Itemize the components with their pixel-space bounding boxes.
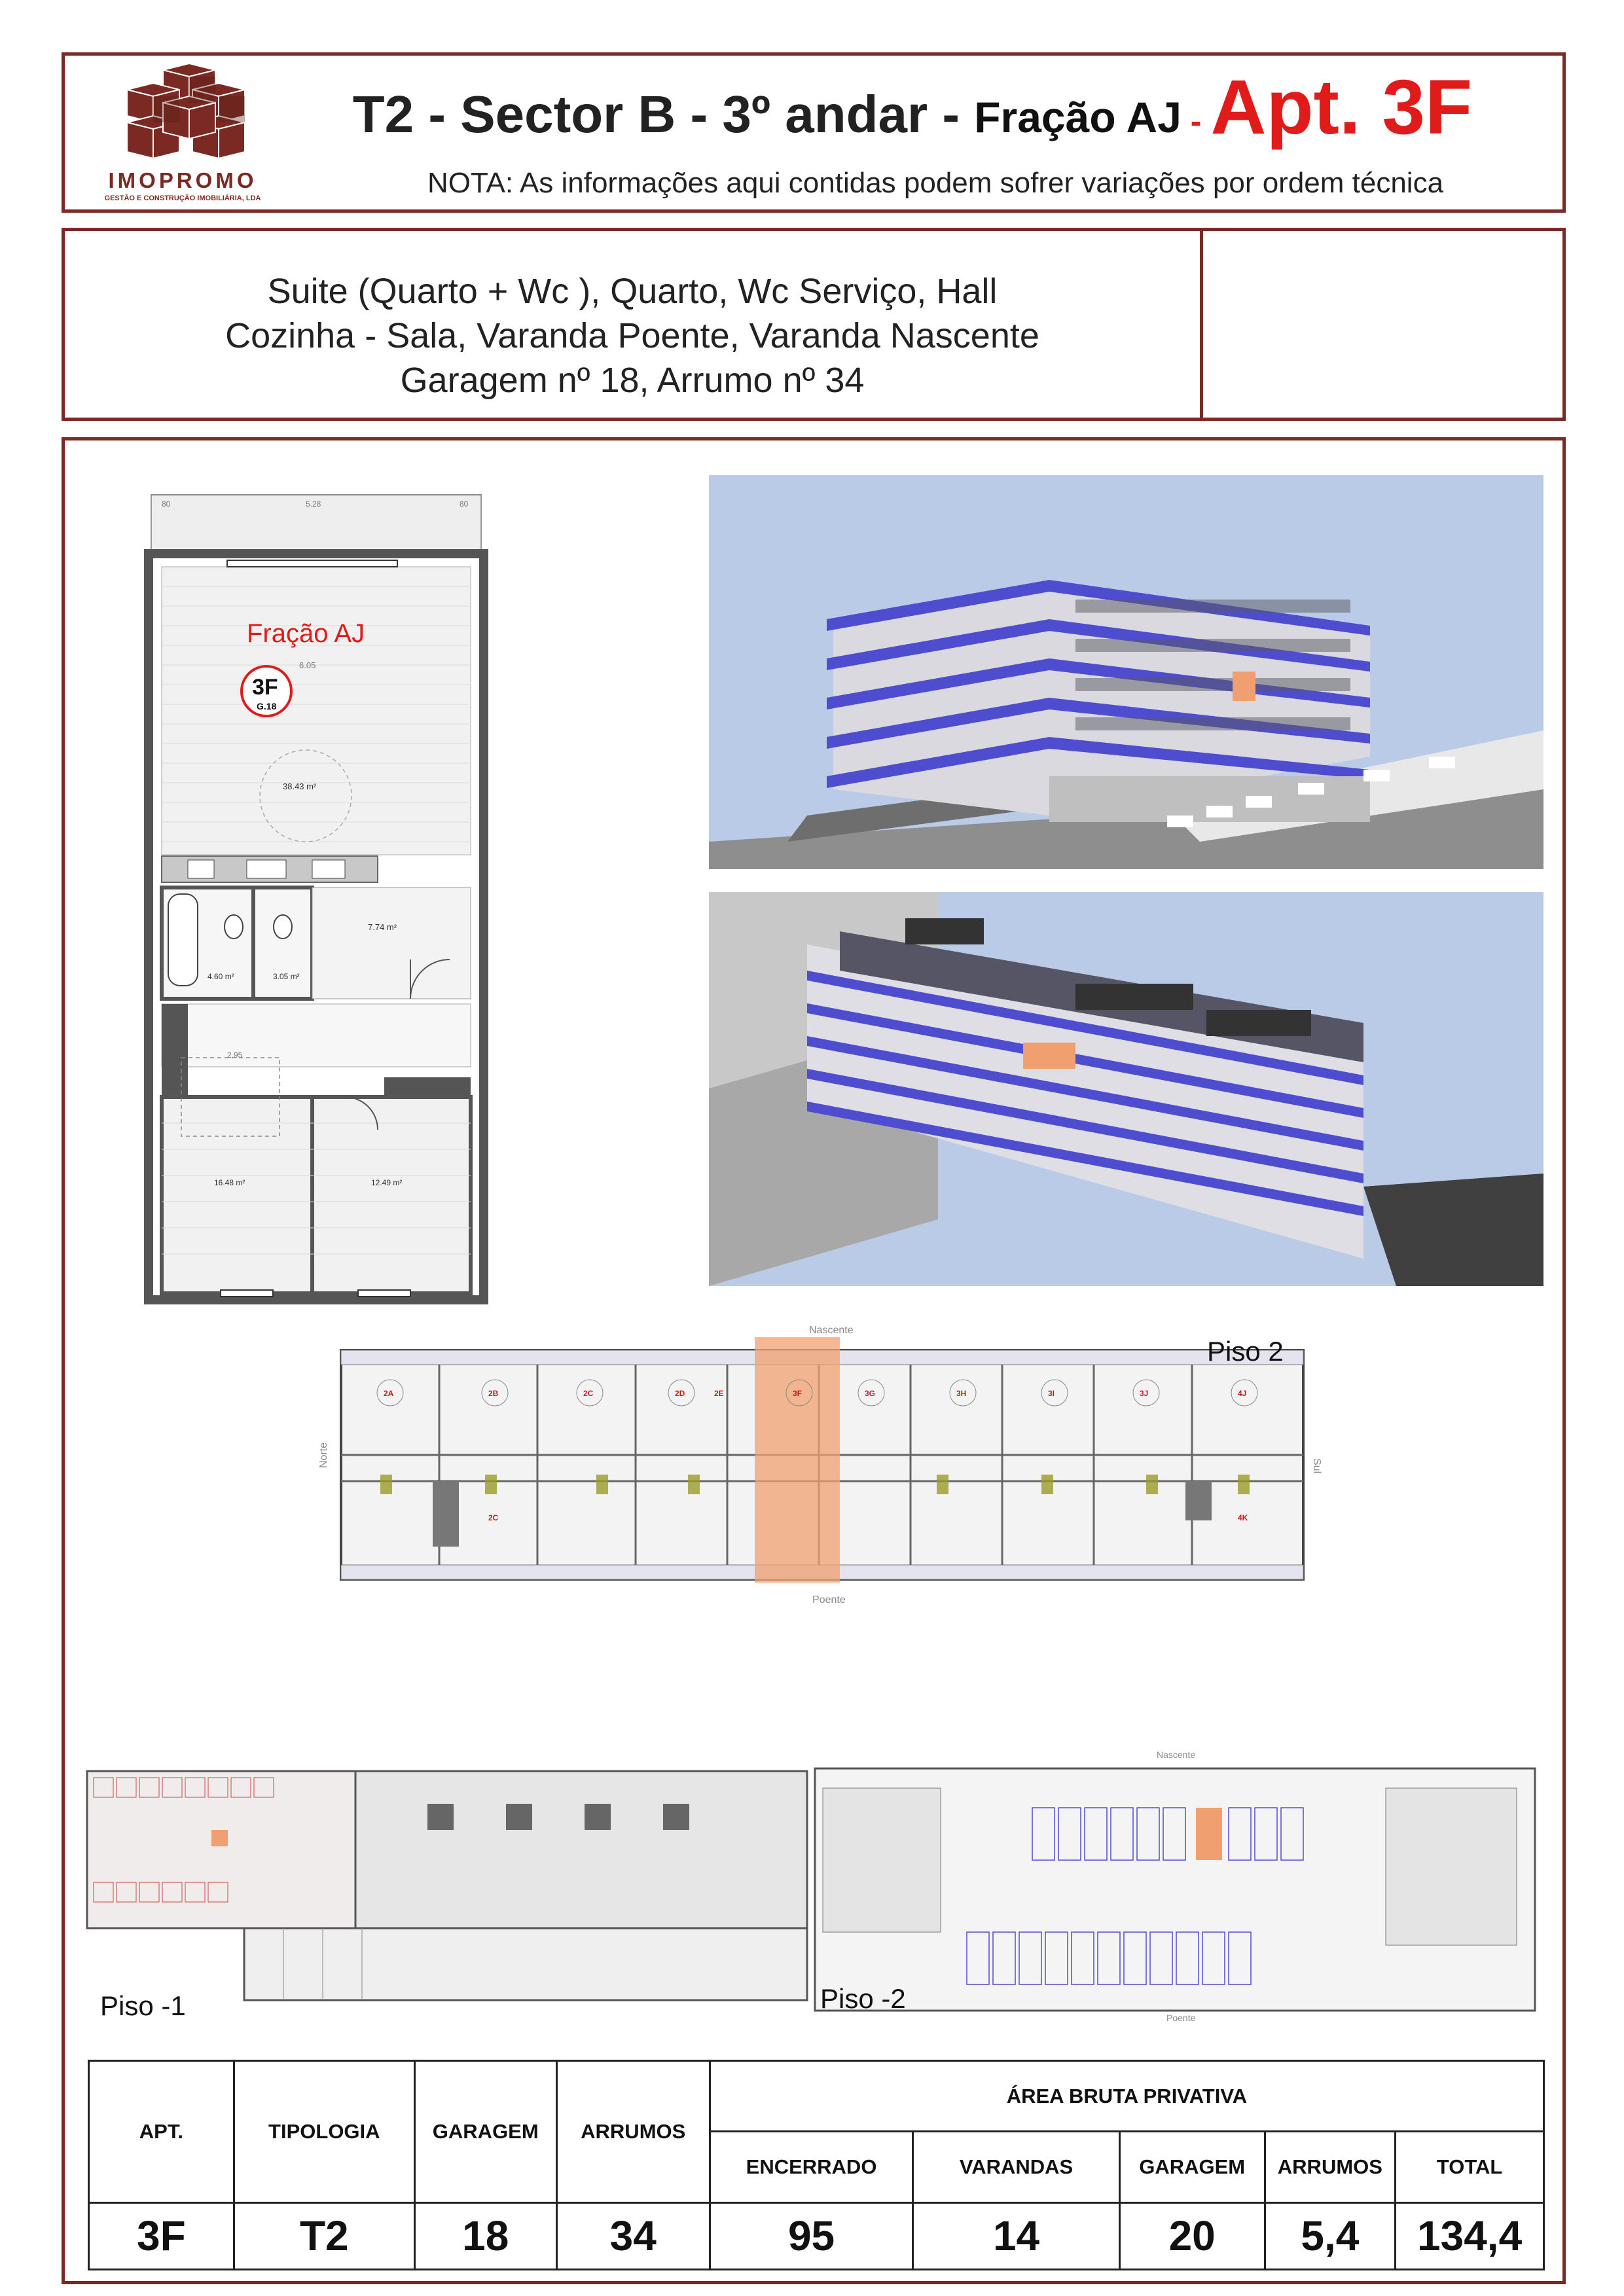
- piso2-unit-5: 3F: [793, 1389, 803, 1398]
- logo-cubes-icon: [101, 63, 264, 168]
- fp-dim-side-right: 80: [460, 499, 469, 509]
- description-line-3: Garagem nº 18, Arrumo nº 34: [400, 361, 865, 400]
- piso2-norte: Norte: [318, 1442, 329, 1468]
- fp-dim-side: 80: [162, 499, 171, 509]
- value-tipologia: T2: [234, 2202, 414, 2269]
- floor-plan-piso-minus-1: [87, 1765, 820, 2012]
- title-apartment: Apt. 3F: [1210, 64, 1473, 151]
- company-name: IMOPROMO: [108, 168, 257, 192]
- piso2-nascente: Nascente: [809, 1325, 854, 1336]
- piso-minus-2-label: Piso -2: [820, 1983, 906, 2014]
- summary-table: [88, 2060, 1545, 2270]
- piso2-unit-2: 2C: [583, 1389, 594, 1398]
- disclaimer-note: NOTA: As informações aqui contidas podem sofrer variações por ordem técnica: [427, 167, 1444, 199]
- header-encerrado: ENCERRADO: [710, 2132, 913, 2202]
- piso2-unit-8: 3I: [1048, 1389, 1055, 1398]
- piso2-unit-9: 3J: [1140, 1389, 1149, 1398]
- fp-area-sala: 38.43 m²: [283, 781, 317, 791]
- description-text: [65, 269, 1200, 403]
- title-fracao: Fração AJ: [974, 93, 1182, 141]
- apartment-floor-plan: [149, 469, 484, 1300]
- description-line-1: Suite (Quarto + Wc ), Quarto, Wc Serviço, Hall: [267, 272, 998, 311]
- title-main: T2 - Sector B - 3º andar -: [352, 85, 975, 143]
- main-section: [62, 437, 1566, 2284]
- value-total: 134,4: [1396, 2202, 1544, 2269]
- value-arrumos: 34: [556, 2202, 710, 2269]
- title-separator: -: [1181, 103, 1211, 139]
- fp-fracao-label: Fração AJ: [247, 619, 365, 648]
- piso2-poente: Poente: [812, 1594, 846, 1605]
- description-section: [62, 228, 1566, 421]
- piso-2-poente: Poente: [1166, 2013, 1196, 2023]
- header: [62, 52, 1566, 213]
- header-varandas: VARANDAS: [913, 2132, 1119, 2202]
- fp-dim-room: 2.95: [227, 1050, 243, 1060]
- piso2-unit-bottom-0: 2C: [488, 1513, 499, 1522]
- fp-dim-top: 5.28: [306, 499, 321, 509]
- header-area-bruta: ÁREA BRUTA PRIVATIVA: [710, 2061, 1543, 2132]
- fp-area-hall: 7.74 m²: [368, 922, 397, 932]
- fp-dim-width: 6.05: [299, 660, 316, 670]
- piso2-unit-6: 3G: [865, 1389, 876, 1398]
- building-render-front: [709, 475, 1543, 869]
- piso-2-nascente: Nascente: [1157, 1749, 1196, 1760]
- piso2-unit-1: 2B: [488, 1389, 499, 1398]
- fp-apt-code: 3F: [252, 675, 278, 700]
- header-arrumos: ARRUMOS: [556, 2061, 710, 2203]
- header-apt: APT.: [89, 2061, 234, 2203]
- floor-plan-piso-minus-2: [810, 1749, 1546, 2024]
- header-total: TOTAL: [1396, 2132, 1544, 2202]
- piso2-unit-3: 2D: [675, 1389, 685, 1398]
- piso2-sul: Sul: [1311, 1458, 1322, 1474]
- fp-area-bath1: 4.60 m²: [208, 972, 234, 981]
- fp-area-room2: 12.49 m²: [371, 1178, 403, 1187]
- piso-2-label: Piso 2: [1207, 1336, 1284, 1367]
- fp-garage-ref: G.18: [257, 701, 277, 711]
- piso2-unit-10: 4J: [1238, 1389, 1247, 1398]
- value-arrumos-area: 5,4: [1265, 2202, 1396, 2269]
- piso-minus-1-label: Piso -1: [100, 1990, 186, 2021]
- value-varandas: 14: [913, 2202, 1119, 2269]
- piso2-unit-bottom-1: 4K: [1238, 1513, 1248, 1522]
- piso2-unit-4: 2E: [714, 1389, 724, 1398]
- header-garagem: GARAGEM: [414, 2061, 556, 2203]
- value-encerrado: 95: [710, 2202, 913, 2269]
- value-garagem-area: 20: [1119, 2202, 1265, 2269]
- page-title: [261, 65, 1564, 164]
- company-subtitle: GESTÃO E CONSTRUÇÃO IMOBILIÁRIA, LDA: [104, 194, 261, 202]
- piso2-unit-0: 2A: [384, 1389, 394, 1398]
- company-logo: [101, 63, 264, 211]
- fp-area-bath2: 3.05 m²: [273, 972, 300, 981]
- value-garagem: 18: [414, 2202, 556, 2269]
- header-tipologia: TIPOLOGIA: [234, 2061, 414, 2203]
- table-row: [89, 2202, 1544, 2269]
- description-line-2: Cozinha - Sala, Varanda Poente, Varanda Nascente: [225, 316, 1039, 355]
- building-render-aerial: [709, 892, 1543, 1286]
- header-arrumos-area: ARRUMOS: [1265, 2132, 1396, 2202]
- value-apt: 3F: [89, 2202, 234, 2269]
- description-divider: [1200, 231, 1203, 418]
- piso2-unit-7: 3H: [956, 1389, 967, 1398]
- floor-plan-piso-2: [318, 1324, 1323, 1605]
- header-garagem-area: GARAGEM: [1119, 2132, 1265, 2202]
- fp-area-room1: 16.48 m²: [214, 1178, 245, 1187]
